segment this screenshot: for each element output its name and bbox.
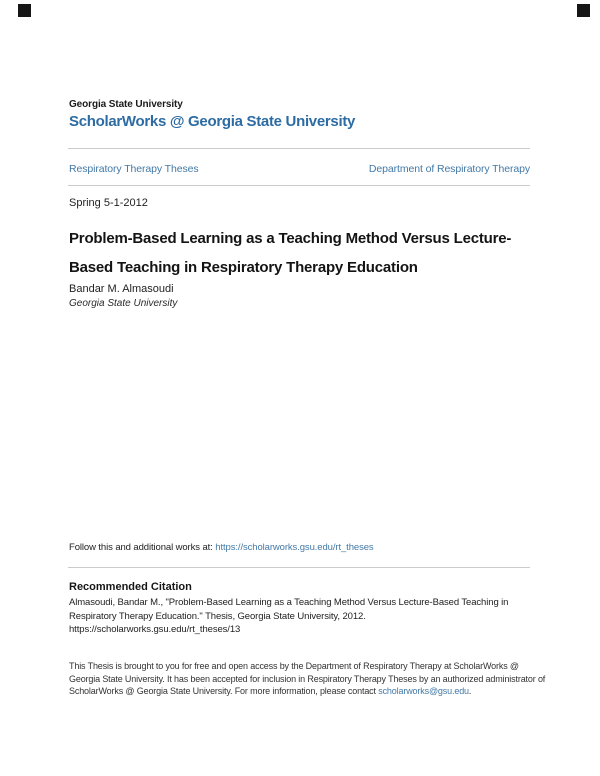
citation-block	[69, 596, 548, 637]
university-name: Georgia State University	[69, 99, 183, 110]
divider-header	[68, 148, 530, 149]
author-name: Bandar M. Almasoudi	[69, 283, 174, 295]
collection-url-link[interactable]: https://scholarworks.gsu.edu/rt_theses	[215, 542, 374, 553]
publication-date: Spring 5-1-2012	[69, 197, 148, 209]
thesis-title: Problem-Based Learning as a Teaching Method Versus Lecture-Based Teaching in Respiratory Therapy Education	[69, 230, 512, 276]
access-statement	[69, 660, 550, 698]
breadcrumb-row	[69, 163, 530, 175]
citation-text: Almasoudi, Bandar M., "Problem-Based Learning as a Teaching Method Versus Lecture-Based Teaching in Respiratory Therapy Education." Thesis, Georgia State University, 2012.	[69, 597, 509, 622]
follow-works-line	[69, 542, 374, 553]
scan-mark-top-left	[18, 4, 31, 17]
author-affiliation: Georgia State University	[69, 298, 178, 309]
divider-citation	[68, 567, 530, 568]
recommended-citation-heading: Recommended Citation	[69, 581, 192, 593]
collection-link[interactable]: Respiratory Therapy Theses	[69, 163, 199, 175]
follow-works-label: Follow this and additional works at:	[69, 542, 216, 553]
contact-email-link[interactable]: scholarworks@gsu.edu	[378, 686, 469, 697]
citation-url: https://scholarworks.gsu.edu/rt_theses/13	[69, 624, 241, 635]
department-link[interactable]: Department of Respiratory Therapy	[368, 163, 530, 175]
divider-nav	[68, 185, 530, 186]
access-statement-period: .	[468, 686, 472, 697]
site-title: ScholarWorks @ Georgia State University	[69, 113, 356, 130]
access-statement-text: This Thesis is brought to you for free and open access by the Department of Respiratory Therapy at ScholarWorks @ Georgia State University. It has been accepted for inclusion in Respiratory Therapy Theses by an authorized administrator of ScholarWorks @ Georgia State University. For more information, please contact	[69, 661, 546, 697]
scan-mark-top-right	[577, 4, 590, 17]
